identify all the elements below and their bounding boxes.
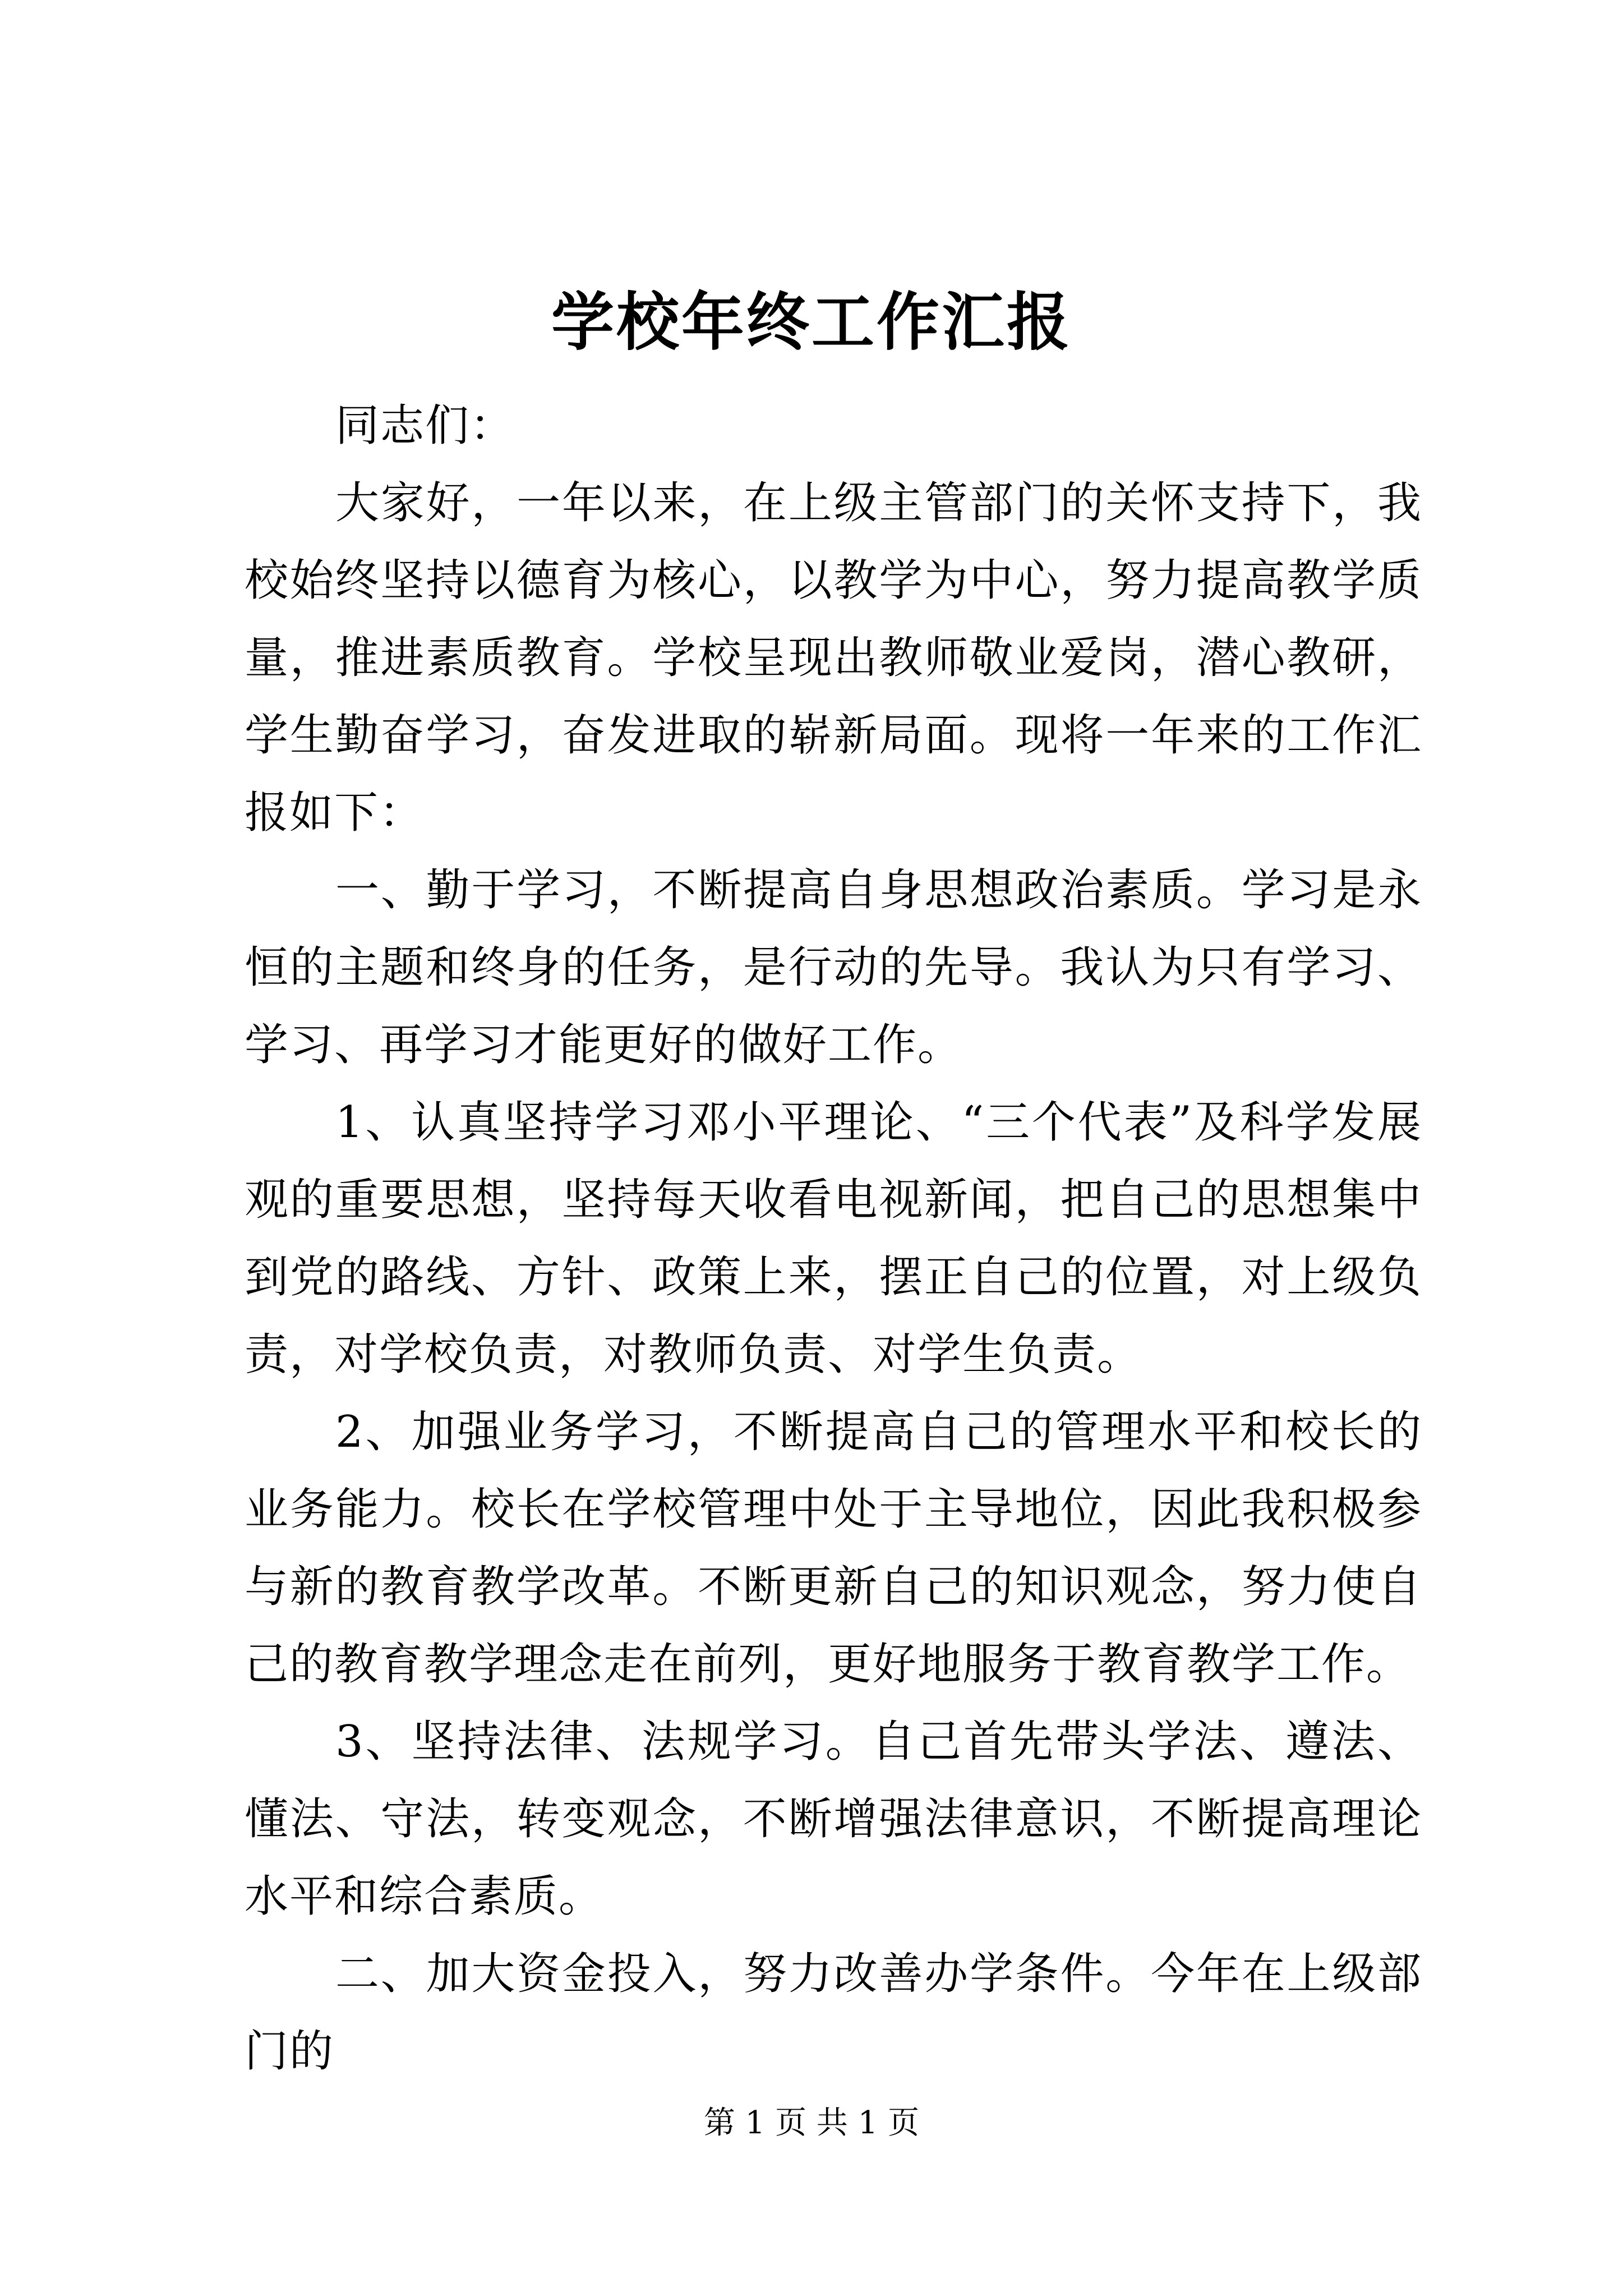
document-body — [245, 387, 1422, 2090]
section-two-paragraph: 二、加大资金投入，努力改善办学条件。今年在上级部门的 — [245, 1949, 1422, 2077]
greeting-paragraph: 同志们： — [335, 401, 515, 451]
item-three-paragraph: 3、坚持法律、法规学习。自己首先带头学法、遵法、懂法、守法，转变观念，不断增强法律意识，不断提高理论水平和综合素质。 — [245, 1717, 1422, 1922]
section-one-paragraph: 一、勤于学习，不断提高自身思想政治素质。学习是永恒的主题和终身的任务，是行动的先导。我认为只有学习、学习、再学习才能更好的做好工作。 — [245, 865, 1422, 1070]
document-title: 学校年终工作汇报 — [551, 286, 1072, 359]
page-footer — [0, 2101, 1623, 2146]
page-number: 第 1 页 共 1 页 — [703, 2105, 920, 2141]
item-two-paragraph: 2、加强业务学习，不断提高自己的管理水平和校长的业务能力。校长在学校管理中处于主导地位，因此我积极参与新的教育教学改革。不断更新自己的知识观念，努力使自己的教育教学理念走在前列，更好地服务于教育教学工作。 — [245, 1407, 1422, 1690]
intro-paragraph: 大家好，一年以来，在上级主管部门的关怀支持下，我校始终坚持以德育为核心，以教学为中心，努力提高教学质量，推进素质教育。学校呈现出教师敬业爱岗，潜心教研，学生勤奋学习，奋发进取的崭新局面。现将一年来的工作汇报如下： — [245, 478, 1422, 838]
item-one-paragraph: 1、认真坚持学习邓小平理论、“三个代表”及科学发展观的重要思想，坚持每天收看电视新闻，把自己的思想集中到党的路线、方针、政策上来，摆正自己的位置，对上级负责，对学校负责，对教师负责、对学生负责。 — [245, 1097, 1422, 1380]
